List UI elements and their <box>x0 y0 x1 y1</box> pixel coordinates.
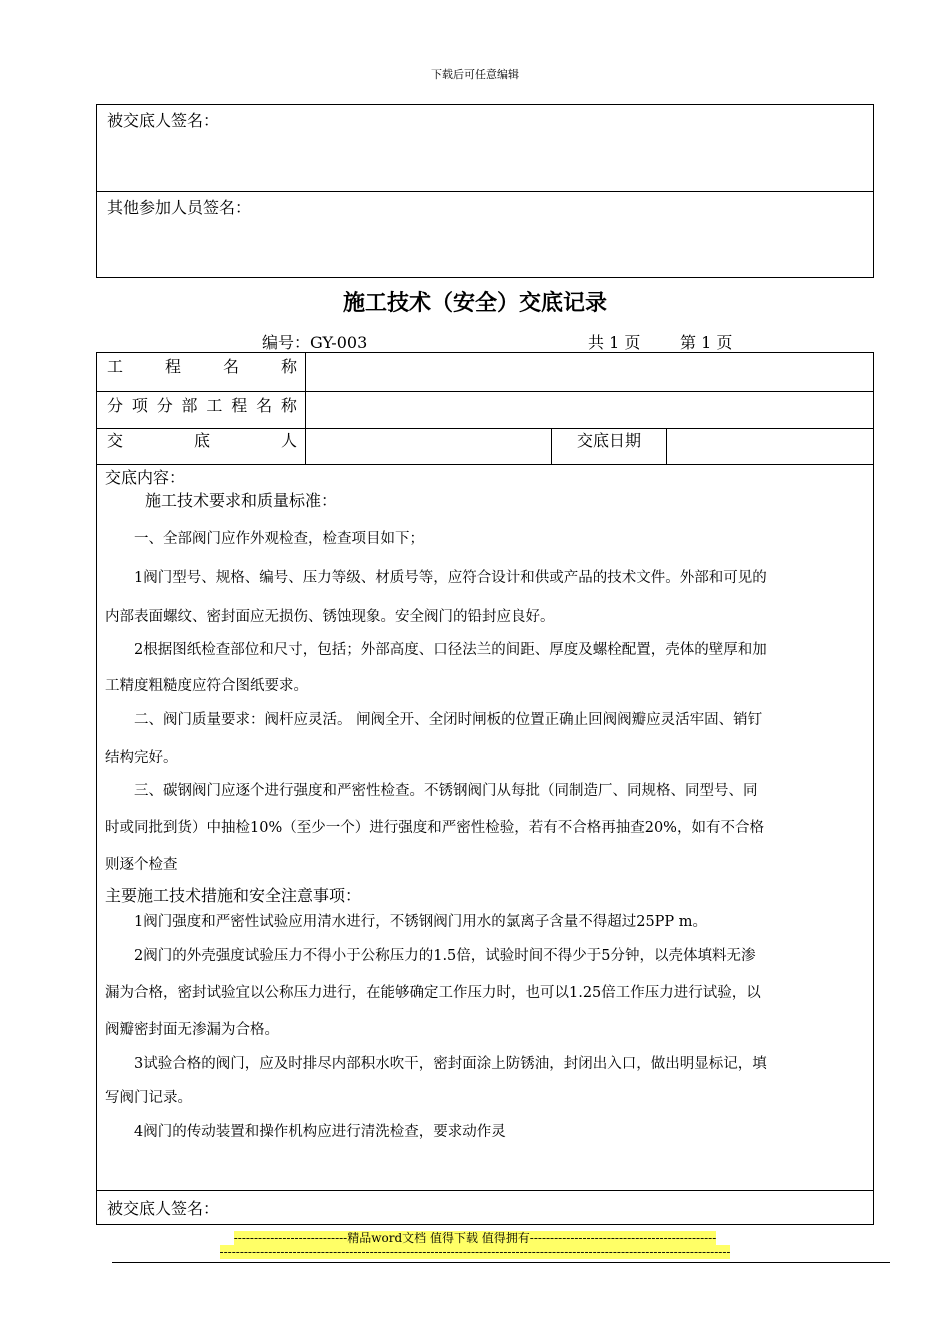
footer-promo-text: ----------------------------精品word文档 值得下载 值得拥有---------------------------------------------- <box>233 1231 717 1245</box>
content-line: 三、碳钢阀门应逐个进行强度和严密性检查。不锈钢阀门从每批（同制造厂、同规格、同型号、同 <box>134 783 758 799</box>
content-line: 结构完好。 <box>105 750 178 766</box>
divider <box>666 429 667 464</box>
top-signature-box <box>96 104 874 278</box>
divider <box>305 353 306 464</box>
content-line: 时或同批到货）中抽检10%（至少一个）进行强度和严密性检验，若有不合格再抽查20%，如有不合格 <box>105 820 764 836</box>
sub-heading: 施工技术要求和质量标准： <box>145 491 338 510</box>
safety-line: 3试验合格的阀门，应及时排尽内部积水吹干，密封面涂上防锈油，封闭出入口，做出明显标记，填 <box>134 1056 767 1072</box>
safety-line: 阀瓣密封面无渗漏为合格。 <box>105 1022 279 1038</box>
sub-project-name-label: 分 项 分 部 工 程 名 称 <box>107 396 297 415</box>
content-line: 内部表面螺纹、密封面应无损伤、锈蚀现象。安全阀门的铅封应良好。 <box>105 609 555 625</box>
footer-dash-text: ------------------------------------------------------------------------------------------------------------------------------ <box>219 1245 731 1259</box>
content-section-label: 交底内容： <box>105 468 186 487</box>
safety-line: 写阀门记录。 <box>105 1090 192 1106</box>
presentee-signature-label: 被交底人签名： <box>107 111 220 130</box>
safety-line: 2阀门的外壳强度试验压力不得小于公称压力的1.5倍，试验时间不得少于5分钟，以壳体填料无渗 <box>134 948 756 964</box>
presentee-signature-row <box>97 105 873 191</box>
record-table <box>96 352 874 1225</box>
other-participants-signature-row <box>97 192 873 277</box>
date-label: 交底日期 <box>576 431 641 450</box>
safety-line: 漏为合格，密封试验宜以公称压力进行，在能够确定工作压力时，也可以1.25倍工作压力进行试验，以 <box>105 985 761 1001</box>
safety-line: 4阀门的传动装置和操作机构应进行清洗检查，要求动作灵 <box>134 1124 506 1140</box>
total-pages: 共 1 页 <box>588 333 641 352</box>
footer-promo-line <box>0 1229 950 1246</box>
content-line: 二、阀门质量要求：阀杆应灵活。 闸阀全开、全闭时闸板的位置正确止回阀阀瓣应灵活牢固、销钉 <box>134 712 763 728</box>
date-value[interactable] <box>667 429 873 464</box>
footer-rule <box>112 1262 890 1263</box>
content-line: 1阀门型号、规格、编号、压力等级、材质号等，应符合设计和供或产品的技术文件。外部和可见的 <box>134 570 767 586</box>
footer-dash-line <box>0 1245 950 1259</box>
sub-project-name-value[interactable] <box>306 392 873 428</box>
page-title: 施工技术（安全）交底记录 <box>342 290 607 316</box>
safety-heading: 主要施工技术措施和安全注意事项： <box>105 886 362 905</box>
bottom-presentee-signature-label: 被交底人签名： <box>107 1199 220 1218</box>
project-name-value[interactable] <box>306 353 873 391</box>
content-line: 一、全部阀门应作外观检查，检查项目如下； <box>134 531 424 547</box>
presenter-value[interactable] <box>306 429 551 464</box>
content-line: 则逐个检查 <box>105 857 178 873</box>
bottom-presentee-signature-row <box>97 1191 873 1224</box>
content-line: 2根据图纸检查部位和尺寸，包括；外部高度、口径法兰的间距、厚度及螺栓配置，壳体的壁厚和加 <box>134 642 767 658</box>
other-participants-signature-label: 其他参加人员签名： <box>107 198 252 217</box>
header-note: 下载后可任意编辑 <box>431 68 519 81</box>
current-page: 第 1 页 <box>680 333 733 352</box>
presenter-label: 交 底 人 <box>107 431 297 450</box>
content-line: 工精度粗糙度应符合图纸要求。 <box>105 678 308 694</box>
briefing-content <box>97 465 873 1190</box>
divider <box>551 429 552 464</box>
document-number: 编号：GY-003 <box>262 333 368 352</box>
safety-line: 1阀门强度和严密性试验应用清水进行，不锈钢阀门用水的氯离子含量不得超过25PP m。 <box>134 914 708 930</box>
project-name-label: 工 程 名 称 <box>107 357 297 376</box>
